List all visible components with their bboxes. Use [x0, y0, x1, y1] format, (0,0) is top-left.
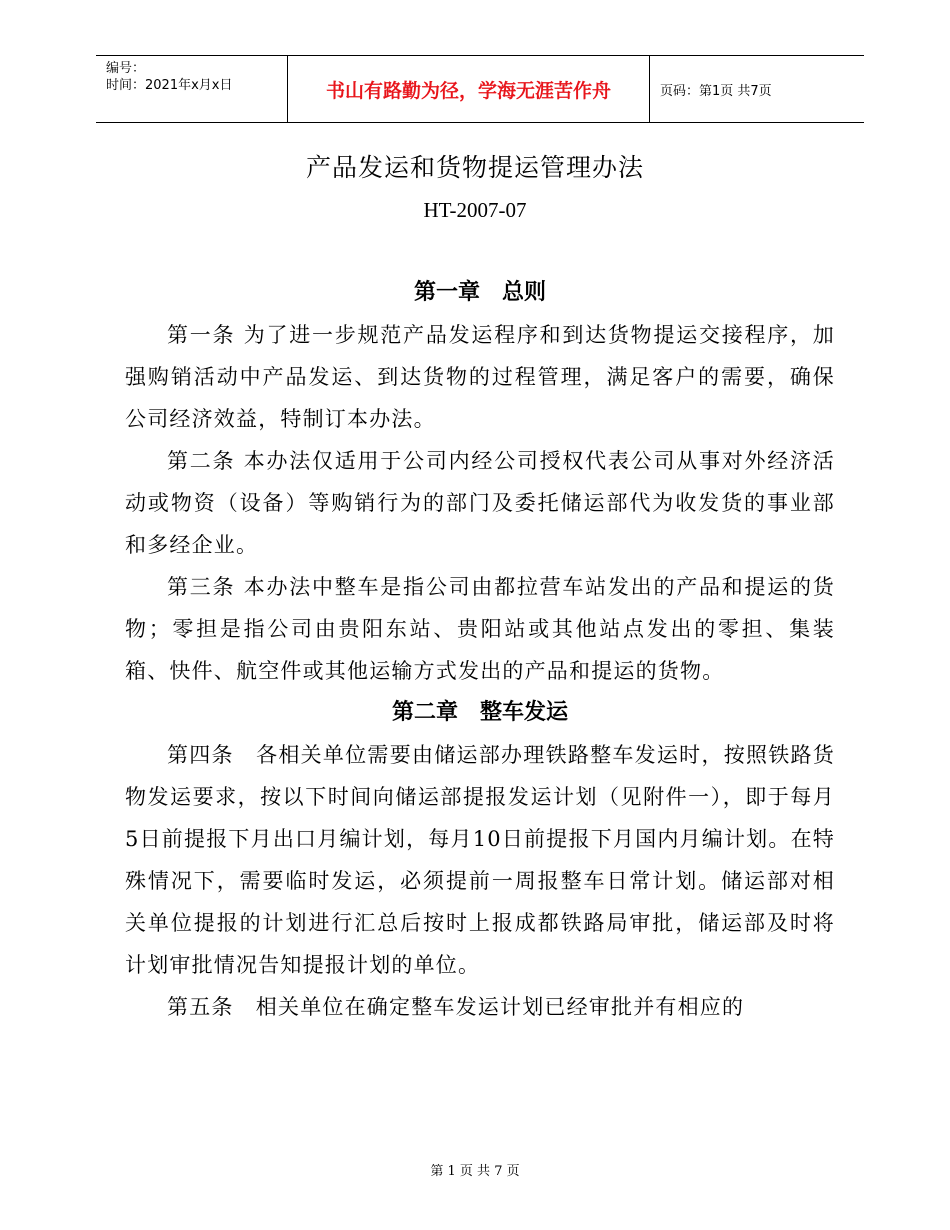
number-label: 编号：: [106, 61, 146, 76]
header-motto: 书山有路勤为径，学海无涯苦作舟: [288, 56, 650, 122]
page-footer: 第 1 页 共 7 页: [430, 1164, 520, 1179]
header-meta: [96, 56, 288, 122]
article-paragraph: 第三条 本办法中整车是指公司由都拉营车站发出的产品和提运的货物；零担是指公司由贵阳东站、贵阳站或其他站点发出的零担、集装箱、快件、航空件或其他运输方式发出的产品和提运的货物。: [125, 575, 835, 683]
document-code: HT-2007-07: [423, 198, 527, 222]
header-page-info: 页码：第1页 共7页: [660, 83, 772, 99]
article-paragraph: 第四条 各相关单位需要由储运部办理铁路整车发运时，按照铁路货物发运要求，按以下时间向储运部提报发运计划（见附件一），即于每月5日前提报下月出口月编计划，每月10日前提报下月国内月编计划。在特殊情况下，需要临时发运，必须提前一周报整车日常计划。储运部对相关单位提报的计划进行汇总后按时上报成都铁路局审批，储运部及时将计划审批情况告知提报计划的单位。: [125, 743, 835, 977]
article-paragraph: 第一条 为了进一步规范产品发运程序和到达货物提运交接程序，加强购销活动中产品发运、到达货物的过程管理，满足客户的需要，确保公司经济效益，特制订本办法。: [125, 323, 835, 431]
chapter-heading: 第一章 总则: [413, 280, 546, 305]
page-header: [96, 55, 864, 123]
article-paragraph: 第二条 本办法仅适用于公司内经公司授权代表公司从事对外经济活动或物资（设备）等购销行为的部门及委托储运部代为收发货的事业部和多经企业。: [125, 449, 835, 557]
document-title: 产品发运和货物提运管理办法: [305, 153, 644, 182]
document-body: [125, 272, 835, 1028]
chapter-heading: 第二章 整车发运: [391, 700, 568, 725]
time-label: 时间：2021年x月x日: [106, 78, 233, 93]
article-paragraph: 第五条 相关单位在确定整车发运计划已经审批并有相应的: [167, 995, 745, 1019]
